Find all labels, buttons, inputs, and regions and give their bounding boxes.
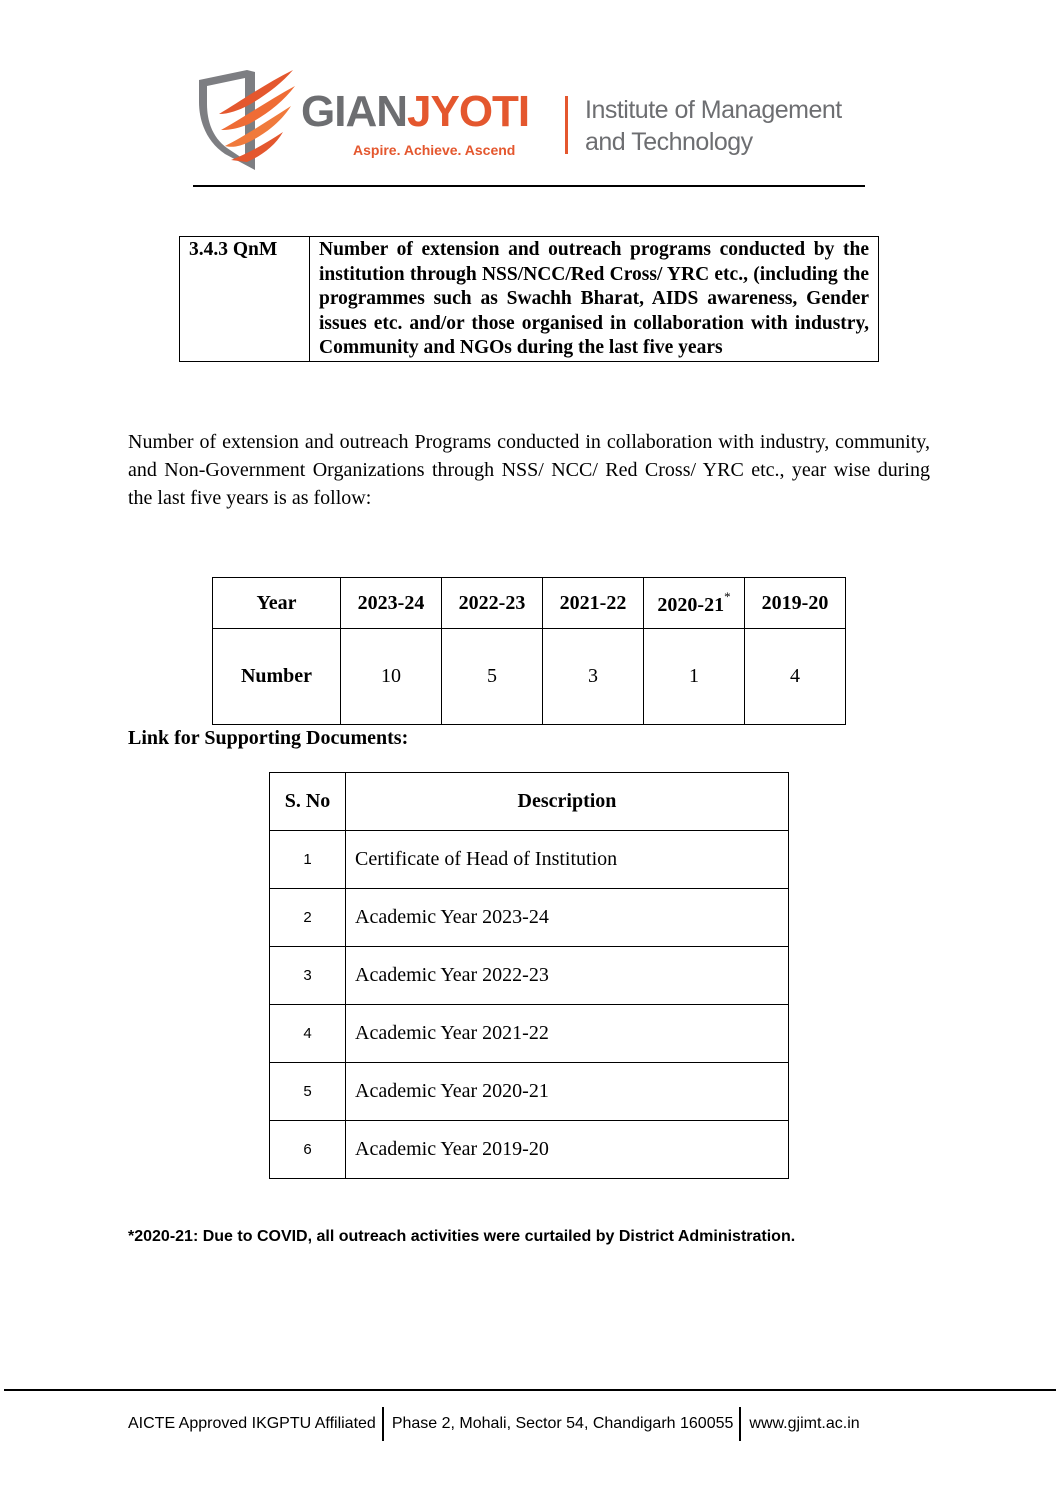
institute-logo — [195, 66, 875, 178]
year-cell-text: 2020-21 — [657, 594, 725, 616]
document-sno: 5 — [270, 1063, 346, 1121]
document-link[interactable]: Academic Year 2020-21 — [346, 1063, 789, 1121]
header-rule — [193, 185, 865, 187]
document-link[interactable]: Academic Year 2021-22 — [346, 1005, 789, 1063]
column-header-description: Description — [346, 773, 789, 831]
institute-name — [585, 94, 842, 158]
footer-address: Phase 2, Mohali, Sector 54, Chandigarh 160055 — [391, 1415, 734, 1432]
document-row[interactable] — [270, 1063, 789, 1121]
brand-tagline: Aspire. Achieve. Ascend — [353, 142, 516, 158]
institute-name-line1: Institute of Management — [585, 96, 842, 124]
document-sno: 2 — [270, 889, 346, 947]
year-cell-footnoted — [644, 578, 745, 629]
year-cell: 2023-24 — [341, 578, 442, 629]
document-row[interactable] — [270, 947, 789, 1005]
number-row — [213, 629, 846, 725]
covid-footnote: *2020-21: Due to COVID, all outreach activities were curtailed by District Administration. — [128, 1228, 796, 1245]
page-footer — [128, 1407, 860, 1441]
criterion-text: Number of extension and outreach programs conducted by the institution through NSS/NCC/Red Cross/ YRC etc., (including the programmes such as Swachh Bharat, AIDS awareness, Gender issues etc. and/or those organised in collaboration with industry, Community and NGOs during the last five years — [310, 237, 879, 362]
number-cell: 1 — [644, 629, 745, 725]
criterion-code: 3.4.3 QnM — [180, 237, 310, 362]
footer-website-link[interactable]: www.gjimt.ac.in — [749, 1415, 860, 1432]
document-link[interactable]: Academic Year 2019-20 — [346, 1121, 789, 1179]
year-cell: 2019-20 — [745, 578, 846, 629]
criterion-table — [179, 236, 879, 362]
document-sno: 6 — [270, 1121, 346, 1179]
number-cell: 3 — [543, 629, 644, 725]
footer-divider — [739, 1407, 741, 1441]
document-sno: 4 — [270, 1005, 346, 1063]
number-cell: 5 — [442, 629, 543, 725]
document-link[interactable]: Academic Year 2022-23 — [346, 947, 789, 1005]
footer-rule — [4, 1389, 1056, 1391]
document-row[interactable] — [270, 889, 789, 947]
brand-name — [301, 87, 530, 136]
number-cell: 4 — [745, 629, 846, 725]
supporting-documents-table — [269, 772, 789, 1179]
footnote-mark: * — [724, 589, 731, 604]
brand-name-gian: GIAN — [301, 87, 407, 136]
year-cell: 2021-22 — [543, 578, 644, 629]
year-header-row — [213, 578, 846, 629]
footer-approval: AICTE Approved IKGPTU Affiliated — [128, 1415, 376, 1432]
document-row[interactable] — [270, 1005, 789, 1063]
year-cell: 2022-23 — [442, 578, 543, 629]
column-header-sno: S. No — [270, 773, 346, 831]
intro-paragraph: Number of extension and outreach Programs conducted in collaboration with industry, community, and Non-Government Organizations through NSS/ NCC/ Red Cross/ YRC etc., year wise during the last five years is as follow: — [128, 431, 930, 509]
logo-divider — [565, 96, 568, 154]
document-link[interactable]: Academic Year 2023-24 — [346, 889, 789, 947]
supporting-documents-heading: Link for Supporting Documents: — [128, 727, 409, 749]
documents-header-row — [270, 773, 789, 831]
document-sno: 3 — [270, 947, 346, 1005]
number-cell: 10 — [341, 629, 442, 725]
number-row-header: Number — [213, 629, 341, 725]
footer-divider — [382, 1407, 384, 1441]
document-row[interactable] — [270, 831, 789, 889]
institute-name-line2: and Technology — [585, 128, 753, 156]
year-wise-table — [212, 577, 846, 725]
shield-logo-icon — [195, 66, 299, 178]
document-row[interactable] — [270, 1121, 789, 1179]
document-sno: 1 — [270, 831, 346, 889]
document-link[interactable]: Certificate of Head of Institution — [346, 831, 789, 889]
brand-name-jyoti: JYOTI — [407, 87, 530, 136]
year-row-header: Year — [213, 578, 341, 629]
